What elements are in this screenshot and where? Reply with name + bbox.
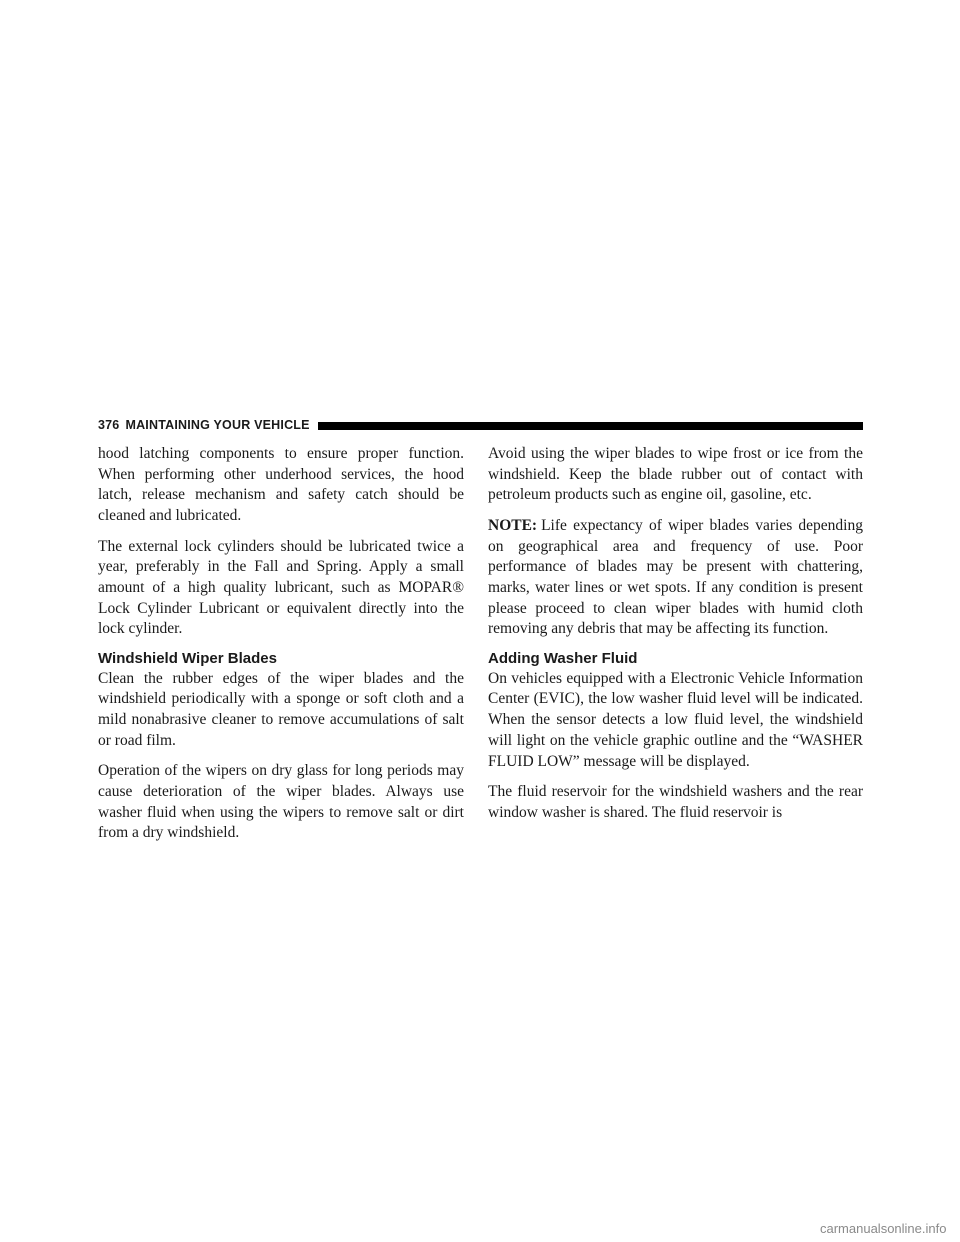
page-header [98, 418, 863, 432]
header-rule [318, 422, 863, 430]
paragraph-hood-latch: hood latching components to ensure proper function. When performing other underhood services, the hood latch, release mechanism and safety catch should be cleaned and lubricated. [98, 445, 464, 525]
heading-adding-washer-fluid: Adding Washer Fluid [488, 649, 638, 667]
paragraph-fluid-reservoir: The fluid reservoir for the windshield washers and the rear window washer is shared. The fluid reservoir is [488, 782, 863, 821]
page-number: 376 [98, 418, 120, 432]
heading-windshield-wiper-blades: Windshield Wiper Blades [98, 649, 277, 667]
paragraph-evic: On vehicles equipped with a Electronic Vehicle Information Center (EVIC), the low washer fluid level will be indicated. When the sensor detects a low fluid level, the windshield will light on the vehicle graphic outline and the “WASHER FLUID LOW” message will be displayed. [488, 669, 863, 770]
note-text: Life expectancy of wiper blades varies depending on geographical area and frequency of use. Poor performance of blades may be present with chattering, marks, water lines or wet spots. If any condition is present please proceed to clean wiper blades with humid cloth removing any debris that may be affecting its function. [488, 516, 863, 638]
paragraph-dry-glass: Operation of the wipers on dry glass for long periods may cause deterioration of the wiper blades. Always use washer fluid when using the wipers to remove salt or dirt from a dry windshield. [98, 762, 464, 842]
left-column [98, 444, 464, 854]
paragraph-avoid-frost: Avoid using the wiper blades to wipe frost or ice from the windshield. Keep the blade rubber out of contact with petroleum products such as engine oil, gasoline, etc. [488, 445, 863, 504]
note-label: NOTE: [488, 516, 538, 534]
paragraph-lock-cylinders: The external lock cylinders should be lubricated twice a year, preferably in the Fall and Spring. Apply a small amount of a high quality lubricant, such as MOPAR® Lock Cylinder Lubricant or equivalent directly into the lock cylinder. [98, 537, 464, 638]
section-title: MAINTAINING YOUR VEHICLE [125, 418, 310, 432]
paragraph-clean-wipers: Clean the rubber edges of the wiper blades and the windshield periodically with a sponge or soft cloth and a mild nonabrasive cleaner to remove accumulations of salt or road film. [98, 669, 464, 749]
note-block [488, 516, 863, 640]
watermark: carmanualsonline.info [820, 1221, 947, 1236]
right-column [488, 444, 863, 833]
